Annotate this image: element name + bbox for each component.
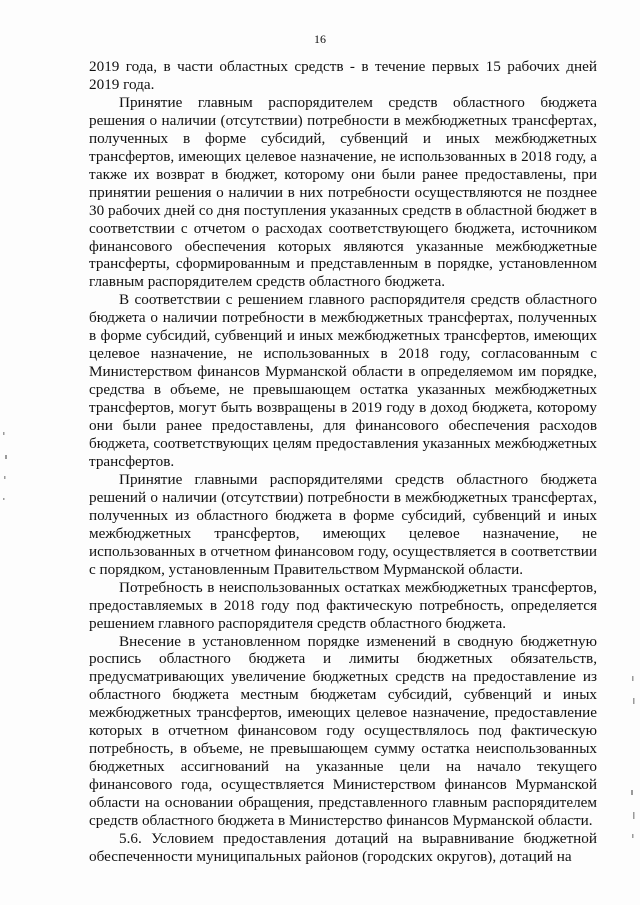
scan-mark	[632, 676, 634, 681]
paragraph-decision-on-need: Принятие главным распорядителем средств областного бюджета решения о наличии (отсутствии) потребности в межбюджетных трансфертах, полученных в форме субсидий, субвенций и иных межбюджетных трансфертов, имеющих целевое назначение, не использованных в 2018 году, а также их возврат в бюджет, которому они были ранее предоставлены, при принятии решения о наличии в них потребности осуществляются не позднее 30 рабочих дней со дня поступления указанных средств в областной бюджет в соответствии с отчетом о расходах соответствующего бюджета, источником финансового обеспечения которых являются указанные межбюджетные трансферты, сформированным и представленным в порядке, установленном главным распорядителем средств областного бюджета.	[89, 93, 597, 291]
paragraph-return-of-funds: В соответствии с решением главного распорядителя средств областного бюджета о наличии потребности в межбюджетных трансфертах, полученных в форме субсидий, субвенций и иных межбюджетных трансфертов, имеющих целевое назначение, не использованных в 2018 году, согласованным с Министерством финансов Мурманской области в определяемом им порядке, средства в объеме, не превышающем остатка указанных межбюджетных трансфертов, могут быть возвращены в 2019 году в доход бюджета, которому они были ранее предоставлены, для финансового обеспечения расходов бюджета, соответствующих целям предоставления указанных межбюджетных трансфертов.	[89, 291, 597, 470]
paragraph-actual-need: Потребность в неиспользованных остатках межбюджетных трансфертов, предоставляемых в 2018 году под фактическую потребность, определяется решением главного распорядителя средств областного бюджета.	[89, 578, 597, 632]
paragraph-regional-decisions: Принятие главными распорядителями средств областного бюджета решений о наличии (отсутствии) потребности в межбюджетных трансфертах, полученных из областного бюджета в форме субсидий, субвенций и иных межбюджетных трансфертов, имеющих целевое назначение, не использованных в отчетном финансовом году, осуществляется в соответствии с порядком, установленным Правительством Мурманской области.	[89, 470, 597, 578]
scan-mark	[3, 498, 5, 500]
scan-mark	[632, 834, 634, 838]
scan-mark	[4, 476, 6, 479]
page-number: 16	[314, 32, 326, 46]
document-body	[89, 58, 597, 866]
scan-mark	[3, 432, 5, 435]
scan-mark	[633, 698, 635, 704]
scan-mark	[5, 455, 7, 459]
paragraph-continuation: 2019 года, в части областных средств - в течение первых 15 рабочих дней 2019 года.	[89, 58, 597, 93]
scan-mark	[633, 812, 635, 819]
scan-mark	[631, 790, 633, 795]
paragraph-budget-amendments: Внесение в установленном порядке изменений в сводную бюджетную роспись областного бюджета и лимиты бюджетных обязательств, предусматривающих увеличение бюджетных средств на предоставление из областного бюджета местным бюджетам субсидий, субвенций и иных межбюджетных трансфертов, имеющих целевое назначение, предоставление которых в отчетном финансовом году осуществлялось под фактическую потребность, в объеме, не превышающем сумму остатка неиспользованных бюджетных ассигнований на указанные цели на начало текущего финансового года, осуществляется Министерством финансов Мурманской области на основании обращения, представленного главным распорядителем средств областного бюджета в Министерство финансов Мурманской области.	[89, 632, 597, 830]
paragraph-section-5-6: 5.6. Условием предоставления дотаций на выравнивание бюджетной обеспеченности муниципальных районов (городских округов), дотаций на	[89, 829, 597, 865]
